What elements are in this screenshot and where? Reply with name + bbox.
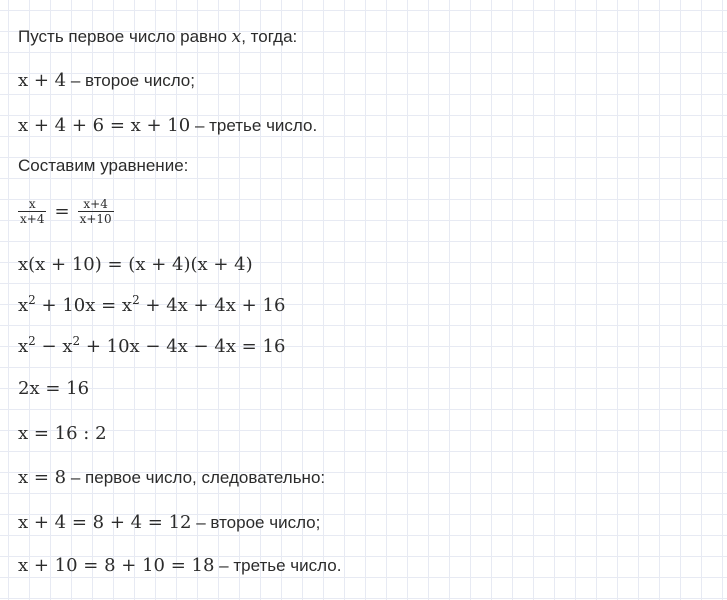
equation-1-math: x(x + 10) = (x + 4)(x + 4) (18, 254, 253, 275)
eq2-part-a: x (18, 295, 29, 316)
result-1-line (18, 469, 325, 487)
equation-2 (18, 294, 285, 315)
step-2-text: – третье число. (190, 116, 318, 135)
fraction-equation (18, 198, 114, 225)
right-fraction (78, 198, 114, 225)
result-1-math: x = 8 (18, 467, 67, 488)
right-numerator: x+4 (78, 198, 114, 212)
equation-1 (18, 256, 253, 274)
equation-3-math (18, 336, 285, 357)
equation-3 (18, 335, 285, 356)
equals-sign: = (54, 200, 70, 222)
equation-5-math: x = 16 : 2 (18, 423, 107, 444)
eq2-part-c: + 4x + 4x + 16 (139, 295, 286, 316)
result-3-text: – третье число. (214, 556, 342, 575)
step-2-math: x + 4 + 6 = x + 10 (18, 115, 191, 136)
left-numerator: x (18, 198, 46, 212)
left-denominator: x+4 (20, 212, 45, 226)
right-denominator: x+10 (79, 212, 112, 226)
step-1-math: x + 4 (18, 70, 67, 91)
equation-5 (18, 425, 107, 443)
result-1-text: – первое число, следовательно: (66, 468, 326, 487)
compose-text: Составим уравнение: (18, 156, 189, 175)
step-1-line (18, 72, 195, 90)
result-3-math: x + 10 = 8 + 10 = 18 (18, 555, 215, 576)
eq3-part-b: − x (35, 336, 73, 357)
equation-4-math: 2x = 16 (18, 378, 90, 399)
equation-4 (18, 380, 89, 398)
result-2-line (18, 514, 320, 532)
eq3-part-c: + 10x − 4x − 4x = 16 (80, 336, 286, 357)
intro-text: Пусть первое число равно (18, 27, 232, 46)
eq3-part-a: x (18, 336, 29, 357)
eq2-exponent-a: 2 (28, 293, 36, 307)
eq3-exponent-b: 2 (72, 334, 81, 348)
result-2-text: – второе число; (191, 513, 321, 532)
compose-heading (18, 157, 188, 174)
variable-x: x (231, 27, 242, 47)
intro-line (18, 28, 297, 46)
step-1-text: – второе число; (66, 71, 195, 90)
eq2-exponent-b: 2 (132, 293, 140, 307)
result-3-line (18, 557, 341, 575)
equation-2-math (18, 295, 285, 316)
result-2-math: x + 4 = 8 + 4 = 12 (18, 512, 192, 533)
left-fraction (18, 198, 46, 225)
eq3-exponent-a: 2 (28, 334, 36, 348)
eq2-part-b: + 10x = x (35, 295, 133, 316)
intro-text-after: , тогда: (241, 27, 298, 46)
step-2-line (18, 117, 317, 135)
